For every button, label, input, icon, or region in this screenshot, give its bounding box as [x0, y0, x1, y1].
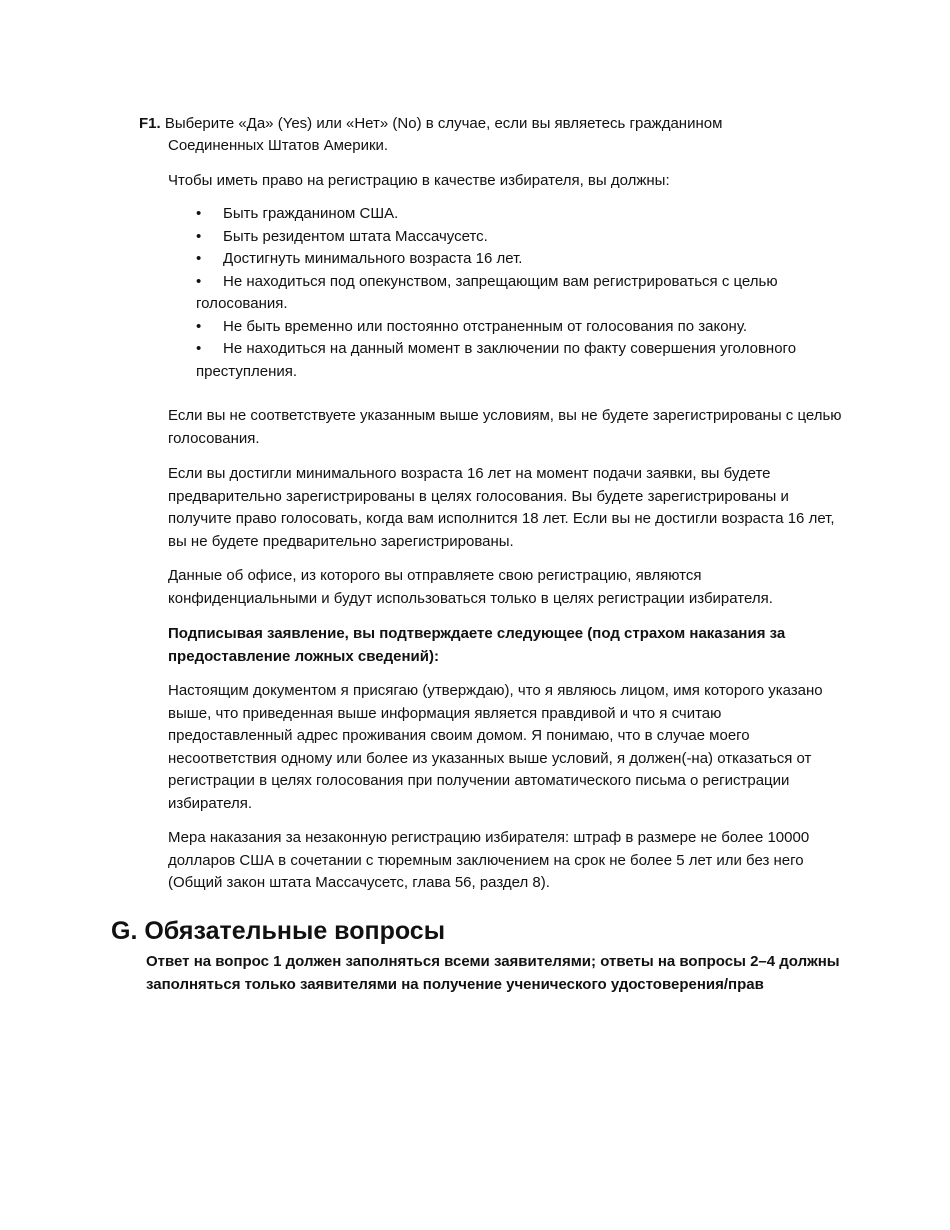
bullet-icon: • [196, 317, 202, 335]
eligibility-list [196, 203, 836, 383]
list-item [196, 203, 836, 226]
eligibility-intro: Чтобы иметь право на регистрацию в качестве избирателя, вы должны: [168, 172, 670, 189]
section-g-subtitle: Ответ на вопрос 1 должен заполняться всеми заявителями; ответы на вопросы 2–4 должны заполняться только заявителями на получение ученического удостоверения/прав [146, 953, 840, 993]
paragraph-signing-statement: Подписывая заявление, вы подтверждаете следующее (под страхом наказания за предоставление ложных сведений): [168, 625, 786, 665]
bullet-icon: • [196, 227, 202, 245]
list-item-text: Не находиться под опекунством, запрещающим вам регистрироваться с целью голосования. [196, 272, 778, 312]
section-g-title: G. Обязательные вопросы [111, 917, 446, 945]
list-item-text: Не находиться на данный момент в заключении по факту совершения уголовного преступления. [196, 340, 797, 380]
list-item-text: Достигнуть минимального возраста 16 лет. [223, 250, 523, 267]
list-item-text: Быть гражданином США. [223, 205, 399, 222]
paragraph-confidential: Данные об офисе, из которого вы отправляете свою регистрацию, являются конфиденциальными и будут использоваться только в целях регистрации избирателя. [168, 567, 773, 607]
question-text-line2: Соединенных Штатов Америки. [168, 137, 389, 154]
paragraph-not-eligible: Если вы не соответствуете указанным выше условиям, вы не будете зарегистрированы с целью голосования. [168, 407, 842, 447]
list-item-text: Не быть временно или постоянно отстраненным от голосования по закону. [223, 317, 748, 335]
list-item-text: Быть резидентом штата Массачусетс. [223, 227, 488, 245]
bullet-icon: • [196, 250, 202, 267]
bullet-icon: • [196, 272, 202, 290]
list-item [196, 248, 836, 271]
paragraph-preregistration: Если вы достигли минимального возраста 16 лет на момент подачи заявки, вы будете предварительно зарегистрированы в целях голосования. Вы будете зарегистрированы и получите право голосовать, когда вам исполнится 18 лет. Если вы не достигли возраста 16 лет, вы не будете предварительно зарегистрированы. [168, 465, 835, 550]
list-item [196, 226, 836, 249]
paragraph-penalty: Мера наказания за незаконную регистрацию избирателя: штраф в размере не более 10000 долларов США в сочетании с тюремным заключением на срок не более 5 лет или без него (Общий закон штата Массачусетс, глава 56, раздел 8). [168, 829, 810, 891]
bullet-icon: • [196, 205, 202, 222]
bullet-icon: • [196, 340, 202, 357]
paragraph-oath: Настоящим документом я присягаю (утверждаю), что я являюсь лицом, имя которого указано выше, что приведенная выше информация является правдивой и что я считаю предоставленный адрес проживания своим домом. Я понимаю, что в случае моего несоответствия одному или более из указанных выше условий, я должен(-на) отказаться от регистрации в целях голосования при получении автоматического письма о регистрации избирателя. [168, 682, 823, 812]
question-f1 [139, 113, 839, 157]
list-item [196, 271, 836, 316]
question-text-line1: Выберите «Да» (Yes) или «Нет» (No) в случае, если вы являетесь гражданином [164, 115, 723, 132]
list-item [196, 316, 836, 339]
list-item [196, 338, 836, 383]
question-number: F1. [139, 115, 161, 132]
